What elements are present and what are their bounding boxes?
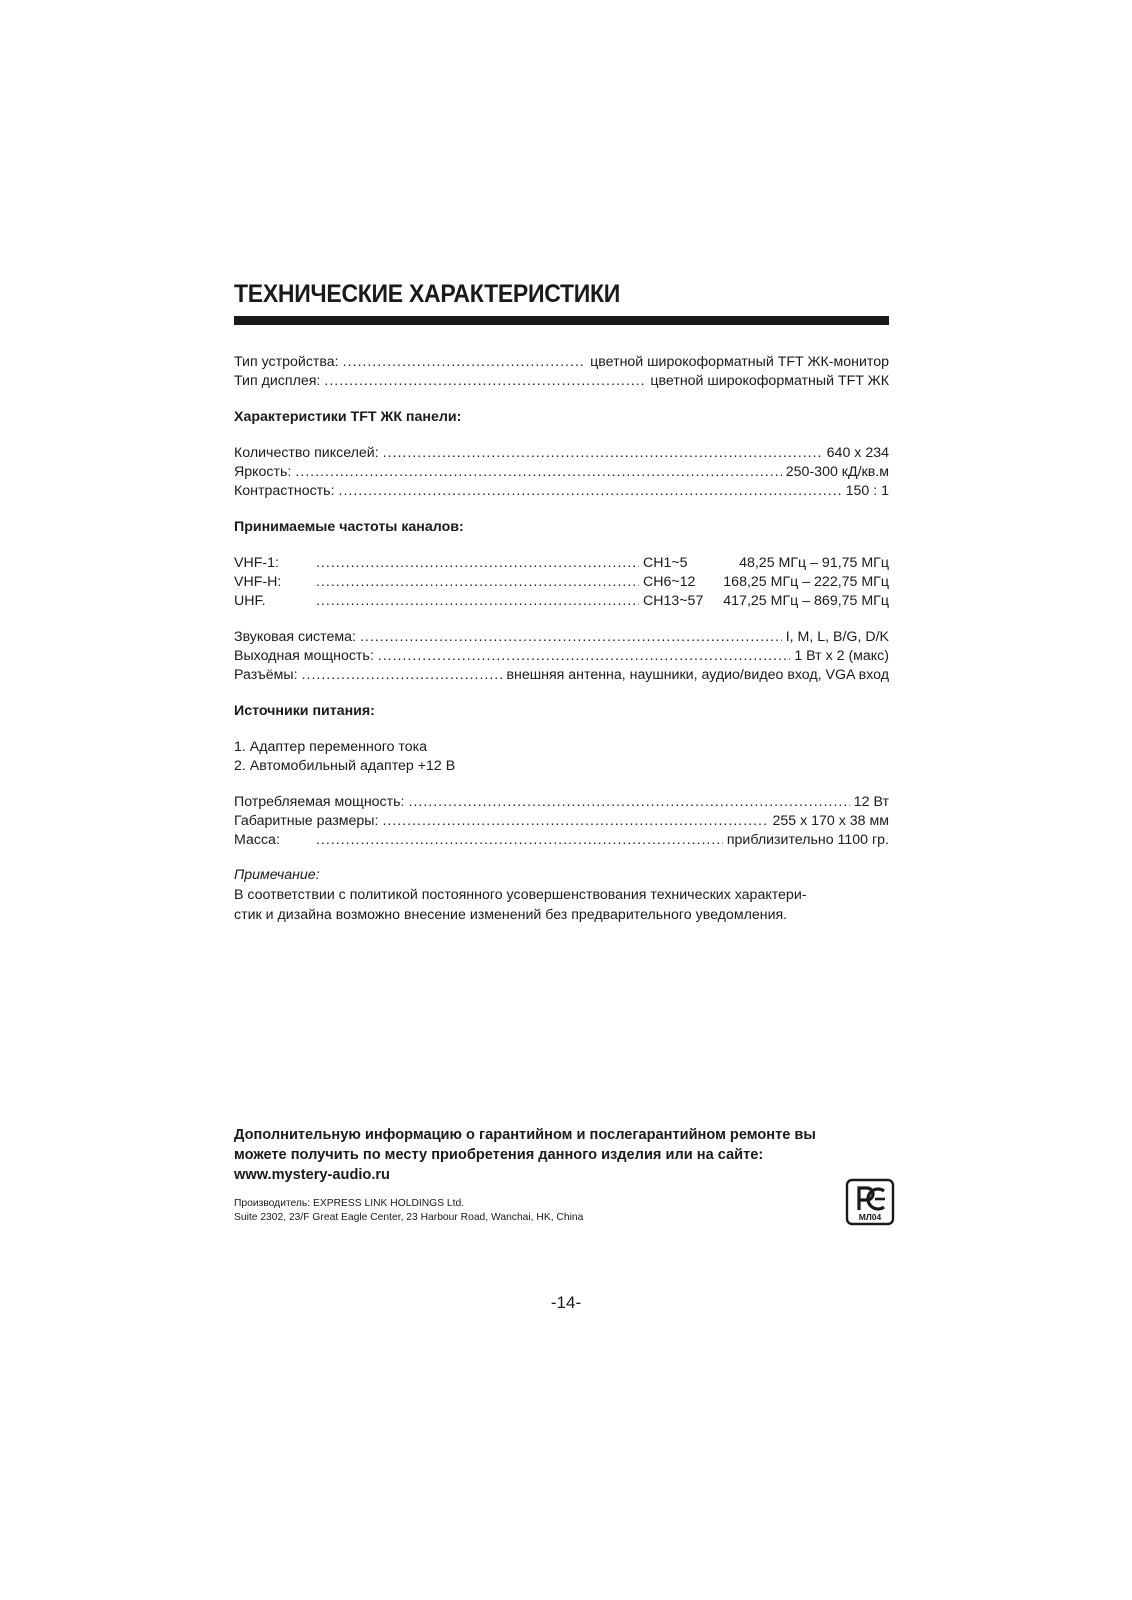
dot-leader	[383, 444, 823, 463]
spec-row-pixels	[234, 444, 889, 463]
dot-leader	[343, 353, 587, 372]
spec-label: Яркость:	[234, 464, 292, 480]
section-heading-channels: Принимаемые частоты каналов:	[234, 519, 464, 535]
spec-list	[234, 353, 889, 925]
spec-label: Масса:	[234, 832, 280, 848]
spec-row-brightness	[234, 463, 889, 482]
spec-label: Тип дисплея:	[234, 373, 321, 389]
spec-label: Разъёмы:	[234, 667, 298, 683]
spec-value: 255 x 170 x 38 мм	[772, 813, 889, 829]
spec-value: цветной широкоформатный TFT ЖК-монитор	[590, 354, 889, 370]
spec-label: Контрастность:	[234, 483, 335, 499]
section-heading-panel: Характеристики TFT ЖК панели:	[234, 409, 462, 425]
spec-content	[234, 276, 889, 925]
dot-leader	[302, 666, 503, 685]
frequency-range: 168,25 МГц – 222,75 МГц	[723, 574, 889, 590]
dot-leader	[382, 812, 768, 831]
manufacturer-name: Производитель: EXPRESS LINK HOLDINGS Ltd.	[234, 1198, 465, 1209]
note-line: В соответствии с политикой постоянного усовершенствования технических характери-	[234, 887, 807, 903]
list-item: 2. Автомобильный адаптер +12 В	[234, 758, 456, 774]
band-label: VHF-1:	[234, 555, 279, 571]
spec-row-weight	[234, 831, 889, 850]
manufacturer-address: Suite 2302, 23/F Great Eagle Center, 23 Harbour Road, Wanchai, HK, China	[234, 1212, 584, 1223]
spec-value: 150 : 1	[845, 483, 889, 499]
spec-value: 640 x 234	[826, 445, 889, 461]
spec-row-sound-system	[234, 628, 889, 647]
dot-leader	[316, 592, 639, 611]
channel-range: CH13~57	[643, 593, 704, 609]
dot-leader	[378, 647, 791, 666]
dot-leader	[295, 463, 781, 482]
spec-row-contrast	[234, 482, 889, 501]
frequency-range: 417,25 МГц – 869,75 МГц	[723, 593, 889, 609]
list-item: 1. Адаптер переменного тока	[234, 739, 428, 755]
dot-leader	[316, 831, 723, 850]
channel-range: CH1~5	[643, 555, 688, 571]
spec-row-dimensions	[234, 812, 889, 831]
dot-leader	[316, 573, 639, 592]
spec-value: 12 Вт	[853, 794, 889, 810]
title-rule	[234, 316, 889, 325]
spec-label: Габаритные размеры:	[234, 813, 379, 829]
website-link: www.mystery-audio.ru	[234, 1167, 390, 1183]
section-heading-power: Источники питания:	[234, 703, 375, 719]
manufacturer-info	[234, 1197, 834, 1225]
rst-certification-mark-icon	[845, 1178, 895, 1231]
spec-value: I, M, L, B/G, D/K	[785, 629, 889, 645]
warranty-line: Дополнительную информацию о гарантийном и послегарантийном ремонте вы	[234, 1127, 816, 1143]
note-line: стик и дизайна возможно внесение изменений без предварительного уведомления.	[234, 907, 788, 923]
warranty-line: можете получить по месту приобретения данного изделия или на сайте:	[234, 1147, 764, 1163]
dot-leader	[324, 372, 646, 391]
spec-label: Количество пикселей:	[234, 445, 379, 461]
spec-value: приблизительно 1100 гр.	[726, 832, 889, 848]
certification-code: МЛ04	[858, 1212, 882, 1222]
spec-row-vhfh	[234, 573, 889, 592]
dot-leader	[316, 554, 639, 573]
spec-label: Выходная мощность:	[234, 648, 374, 664]
channel-range: CH6~12	[643, 574, 696, 590]
spec-row-connectors	[234, 666, 889, 685]
spec-label: Звуковая система:	[234, 629, 356, 645]
band-label: VHF-H:	[234, 574, 282, 590]
warranty-info	[234, 1125, 894, 1185]
dot-leader	[339, 482, 842, 501]
page-title: ТЕХНИЧЕСКИЕ ХАРАКТЕРИСТИКИ	[234, 280, 621, 308]
spec-label: Потребляемая мощность:	[234, 794, 405, 810]
certification-mark-graphic	[845, 1178, 895, 1226]
spec-row-output-power	[234, 647, 889, 666]
spec-value: цветной широкоформатный TFT ЖК	[650, 373, 889, 389]
spec-value: внешняя антенна, наушники, аудио/видео вход, VGA вход	[506, 667, 889, 683]
spec-label: Тип устройства:	[234, 354, 339, 370]
spec-value: 250-300 кД/кв.м	[785, 464, 889, 480]
dot-leader	[408, 793, 849, 812]
frequency-range: 48,25 МГц – 91,75 МГц	[739, 555, 889, 571]
spec-row-consumption	[234, 793, 889, 812]
spec-value: 1 Вт x 2 (макс)	[794, 648, 889, 664]
band-label: UHF.	[234, 593, 266, 609]
dot-leader	[360, 628, 782, 647]
spec-row-device-type	[234, 353, 889, 372]
spec-row-uhf	[234, 592, 889, 611]
page-number: -14-	[550, 1293, 582, 1312]
note-title: Примечание:	[234, 867, 320, 883]
spec-row-vhf1	[234, 554, 889, 573]
spec-row-display-type	[234, 372, 889, 391]
